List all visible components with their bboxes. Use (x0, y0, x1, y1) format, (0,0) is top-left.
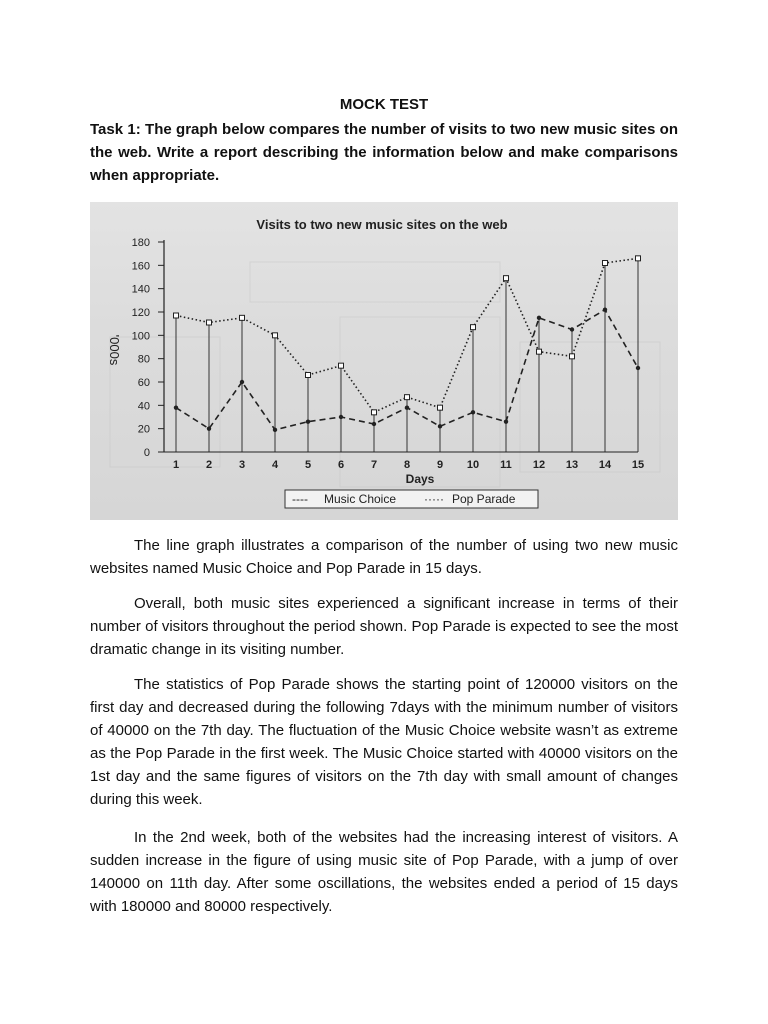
task-instructions: Task 1: The graph below compares the number of visits to two new music sites on the web. Write a report describing the information below and make comparisons when appropriate. (90, 121, 678, 184)
paragraph-week-one-text: The statistics of Pop Parade shows the starting point of 120000 visitors on the first day and decreased during the following 7days with the minimum number of visitors of 40000 on the 7th day. The fluctuation of the Music Choice website wasn’t as extreme as the Pop Parade in the first week. The Music Choice started with 40000 visitors on the 1st day and the same figures of visitors on the 7th day with small amount of changes during this week. (90, 676, 678, 808)
x-tick-label: 7 (370, 459, 378, 471)
paragraph-intro-text: The line graph illustrates a comparison of the number of using two new music websites named Music Choice and Pop Parade in 15 days. (90, 537, 678, 577)
y-tick-label: 0 (143, 447, 150, 459)
legend-label-pop-parade: Pop Parade (452, 492, 516, 506)
paper-texture (110, 262, 660, 487)
data-point-music-choice (603, 307, 607, 311)
paragraph-intro (90, 534, 678, 580)
data-point-pop-parade (207, 320, 212, 325)
legend-marker-music-choice: ---- (292, 492, 308, 506)
data-point-pop-parade (339, 363, 344, 368)
x-tick-label: 10 (466, 459, 480, 471)
y-tick-label: 80 (137, 353, 150, 366)
chart-title: Visits to two new music sites on the web (256, 217, 508, 232)
data-point-music-choice (471, 410, 475, 414)
y-tick-label: 20 (137, 423, 150, 436)
x-tick-label: 8 (403, 459, 411, 471)
data-point-pop-parade (504, 276, 509, 281)
data-point-music-choice (306, 419, 310, 423)
legend-label-music-choice: Music Choice (324, 492, 397, 506)
data-point-pop-parade (471, 325, 476, 330)
legend-marker-pop-parade: ····· (424, 492, 444, 506)
x-tick-label: 14 (598, 459, 612, 471)
paragraph-week-two-text: In the 2nd week, both of the websites had the increasing interest of visitors. A sudden increase in the figure of using music site of Pop Parade, with a jump of over 140000 on 11th day. After some oscillations, the websites ended a period of 15 days with 180000 and 80000 respectively. (90, 829, 678, 915)
data-point-music-choice (438, 424, 442, 428)
data-point-pop-parade (570, 354, 575, 359)
x-tick-label: 3 (238, 459, 246, 471)
paragraph-week-two (90, 826, 678, 918)
data-point-music-choice (405, 405, 409, 409)
paragraph-week-one (90, 673, 678, 811)
y-tick-label: 180 (131, 237, 150, 249)
x-tick-label: 13 (565, 459, 579, 471)
data-point-music-choice (504, 419, 508, 423)
data-point-pop-parade (438, 405, 443, 410)
data-point-pop-parade (174, 313, 179, 318)
x-tick-label: 5 (304, 459, 312, 471)
data-point-pop-parade (636, 256, 641, 261)
chart-photo (90, 202, 678, 520)
x-tick-label: 2 (205, 459, 213, 471)
x-tick-label: 11 (500, 459, 512, 471)
x-axis-label: Days (405, 472, 435, 486)
data-point-music-choice (570, 327, 574, 331)
y-tick-label: 140 (131, 283, 150, 296)
line-chart (90, 202, 678, 520)
data-point-music-choice (207, 426, 211, 430)
data-point-music-choice (636, 366, 640, 370)
chart-legend (285, 490, 538, 508)
x-tick-label: 4 (271, 459, 279, 471)
data-point-music-choice (372, 422, 376, 426)
y-tick-label: 160 (131, 260, 150, 273)
x-tick-label: 15 (631, 459, 645, 471)
data-point-music-choice (240, 380, 244, 384)
x-tick-label: 6 (337, 459, 345, 471)
data-point-music-choice (537, 316, 541, 320)
paragraph-overview (90, 592, 678, 661)
y-tick-label: 120 (131, 307, 150, 319)
data-point-pop-parade (405, 395, 410, 400)
y-tick-label: 40 (137, 400, 150, 413)
y-axis-label: '000s (107, 334, 122, 366)
data-point-music-choice (339, 415, 343, 419)
x-tick-label: 12 (532, 459, 546, 471)
data-point-pop-parade (537, 349, 542, 354)
data-point-music-choice (174, 405, 178, 409)
data-point-music-choice (273, 428, 277, 432)
data-point-pop-parade (273, 333, 278, 338)
paragraph-overview-text: Overall, both music sites experienced a significant increase in terms of their number of visitors throughout the period shown. Pop Parade is expected to see the most dramatic change in its visiting number. (90, 595, 678, 658)
data-point-pop-parade (240, 315, 245, 320)
x-tick-label: 9 (436, 459, 444, 471)
y-tick-label: 60 (137, 377, 150, 389)
data-point-pop-parade (372, 410, 377, 415)
series-line-pop-parade (176, 258, 638, 412)
data-point-pop-parade (306, 373, 311, 378)
x-tick-label: 1 (172, 459, 180, 471)
data-point-pop-parade (603, 261, 608, 266)
document-heading: MOCK TEST (339, 96, 429, 113)
y-tick-label: 100 (131, 330, 150, 343)
chart-series (174, 256, 641, 432)
